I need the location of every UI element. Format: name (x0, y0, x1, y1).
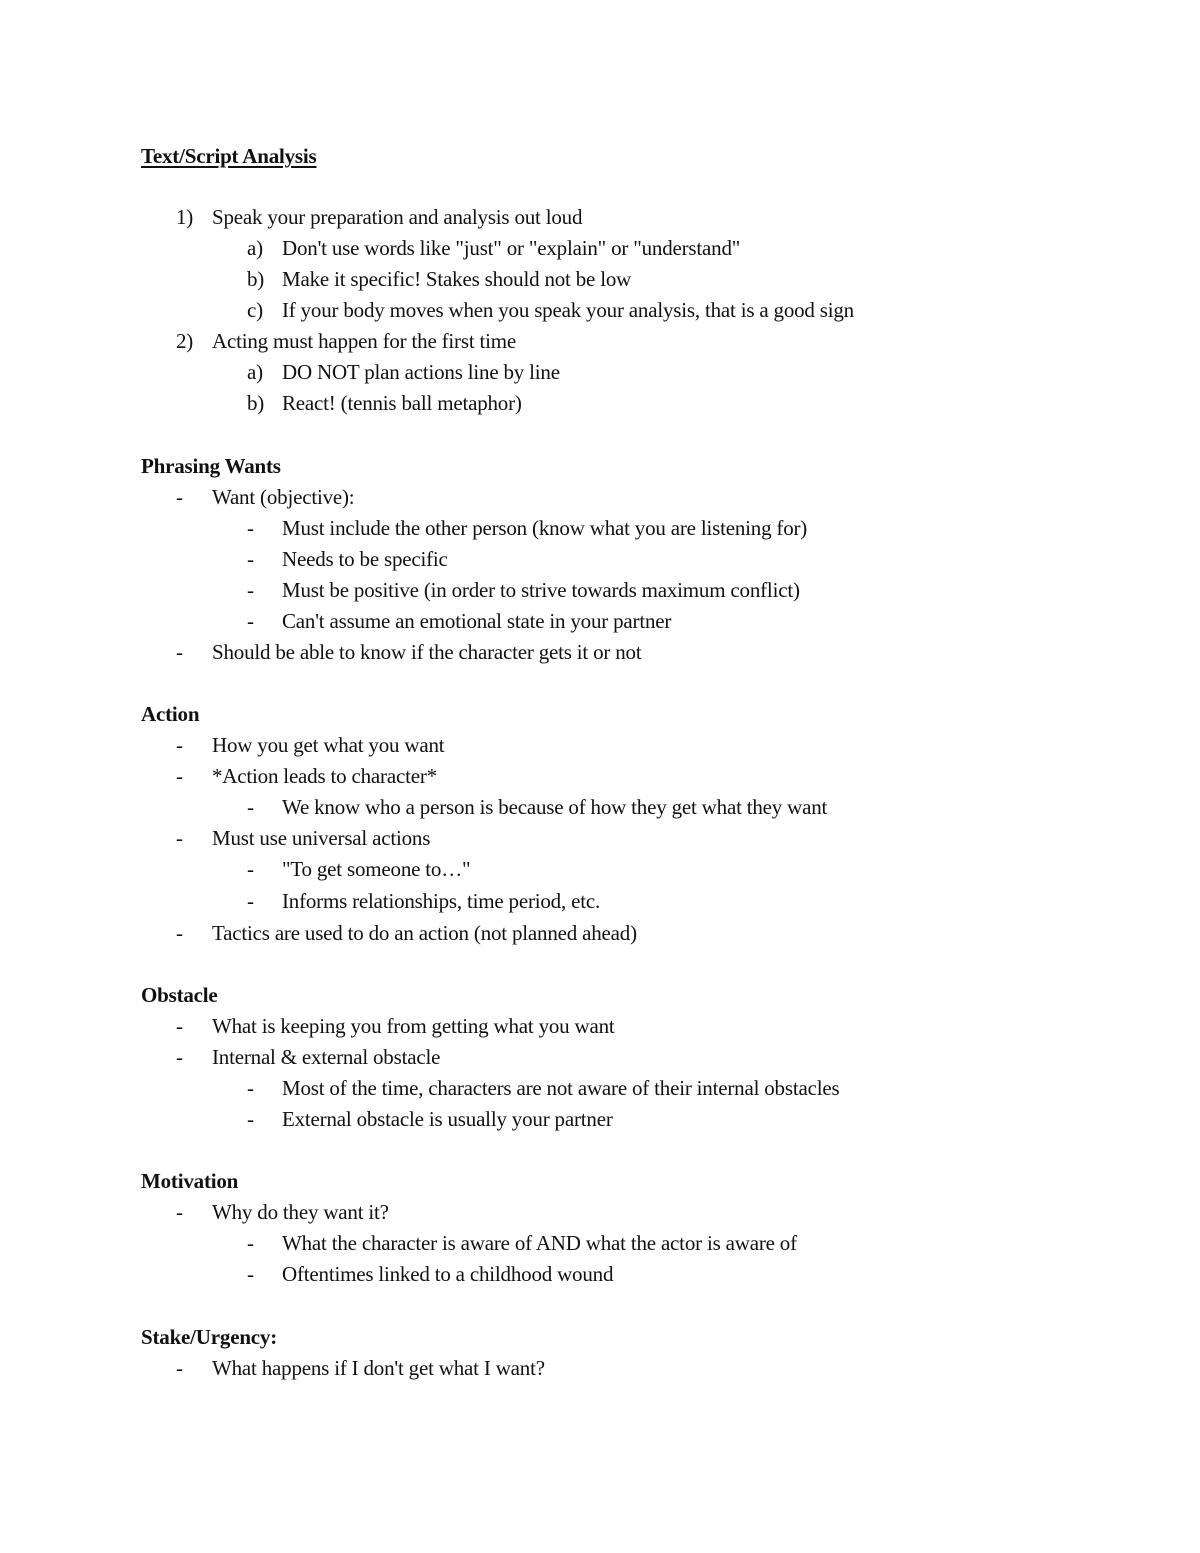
list-marker: - (176, 1045, 183, 1069)
list-item-text: Why do they want it? (212, 1200, 389, 1224)
list-marker: - (247, 578, 254, 602)
section-heading: Stake/Urgency: (141, 1325, 278, 1349)
list-marker: b) (247, 391, 265, 415)
list-item-text: Tactics are used to do an action (not planned ahead) (212, 921, 637, 945)
list-marker: - (176, 640, 183, 664)
list-marker: - (247, 1262, 254, 1286)
list-item (0, 388, 1100, 419)
list-item (0, 1197, 1100, 1228)
list-marker: - (176, 1356, 183, 1380)
list-item-text: Should be able to know if the character gets it or not (212, 640, 642, 664)
list-item-text: What the character is aware of AND what the actor is aware of (282, 1231, 797, 1255)
list-item-text: Make it specific! Stakes should not be low (282, 267, 632, 291)
list-marker: 1) (176, 205, 194, 229)
list-item (0, 637, 1100, 668)
document-title: Text/Script Analysis (141, 144, 317, 168)
list-item-text: Internal & external obstacle (212, 1045, 441, 1069)
list-item-text: Can't assume an emotional state in your partner (282, 609, 672, 633)
section-heading: Action (141, 702, 200, 726)
list-item (0, 1259, 1100, 1290)
list-item (0, 1073, 1100, 1104)
list-item-text: React! (tennis ball metaphor) (282, 391, 522, 415)
list-marker: - (176, 921, 183, 945)
list-item (0, 264, 1100, 295)
list-marker: a) (247, 236, 263, 260)
list-marker: - (247, 516, 254, 540)
list-item-text: Acting must happen for the first time (212, 329, 517, 353)
section-heading: Motivation (141, 1169, 239, 1193)
section-heading: Obstacle (141, 983, 218, 1007)
list-marker: c) (247, 298, 263, 322)
list-item-text: Speak your preparation and analysis out loud (212, 205, 583, 229)
list-marker: - (247, 857, 254, 881)
list-marker: - (176, 1200, 183, 1224)
list-item-text: Must include the other person (know what you are listening for) (282, 516, 808, 540)
list-item (0, 761, 1100, 792)
list-item-text: External obstacle is usually your partner (282, 1107, 613, 1131)
list-item-text: DO NOT plan actions line by line (282, 360, 560, 384)
list-marker: - (247, 609, 254, 633)
list-item (0, 730, 1100, 761)
list-item-text: We know who a person is because of how they get what they want (282, 795, 828, 819)
list-item-text: "To get someone to…" (282, 857, 471, 881)
list-marker: - (247, 1076, 254, 1100)
list-item (0, 544, 1100, 575)
list-marker: - (247, 547, 254, 571)
list-marker: - (176, 826, 183, 850)
list-marker: - (247, 1231, 254, 1255)
list-item (0, 606, 1100, 637)
list-item (0, 482, 1100, 513)
list-marker: b) (247, 267, 265, 291)
list-item (0, 1042, 1100, 1073)
list-marker: a) (247, 360, 263, 384)
list-item-text: Must be positive (in order to strive towards maximum conflict) (282, 578, 800, 602)
list-item-text: Informs relationships, time period, etc. (282, 889, 601, 913)
list-item-text: Must use universal actions (212, 826, 431, 850)
list-item (0, 575, 1100, 606)
list-item (0, 1228, 1100, 1259)
list-marker: - (247, 889, 254, 913)
list-item (0, 202, 1100, 233)
list-item (0, 1104, 1100, 1135)
list-item-text: Don't use words like "just" or "explain" or "understand" (282, 236, 741, 260)
list-marker: - (176, 733, 183, 757)
list-item (0, 918, 1100, 949)
list-item (0, 1353, 1100, 1384)
list-item-text: What is keeping you from getting what you want (212, 1014, 615, 1038)
list-item (0, 326, 1100, 357)
section-heading: Phrasing Wants (141, 454, 281, 478)
list-marker: - (176, 1014, 183, 1038)
list-item (0, 1011, 1100, 1042)
list-marker: - (176, 764, 183, 788)
list-item-text: *Action leads to character* (212, 764, 437, 788)
list-item (0, 233, 1100, 264)
list-item-text: If your body moves when you speak your analysis, that is a good sign (282, 298, 854, 322)
list-marker: 2) (176, 329, 194, 353)
list-marker: - (176, 485, 183, 509)
list-item (0, 886, 1100, 917)
list-marker: - (247, 1107, 254, 1131)
list-item (0, 295, 1100, 326)
list-item-text: Needs to be specific (282, 547, 448, 571)
list-item-text: Want (objective): (212, 485, 355, 509)
list-item-text: Most of the time, characters are not aware of their internal obstacles (282, 1076, 840, 1100)
list-item (0, 792, 1100, 823)
list-item (0, 823, 1100, 854)
list-item-text: What happens if I don't get what I want? (212, 1356, 545, 1380)
list-item (0, 357, 1100, 388)
list-marker: - (247, 795, 254, 819)
list-item (0, 854, 1100, 885)
list-item (0, 513, 1100, 544)
list-item-text: How you get what you want (212, 733, 445, 757)
list-item-text: Oftentimes linked to a childhood wound (282, 1262, 614, 1286)
